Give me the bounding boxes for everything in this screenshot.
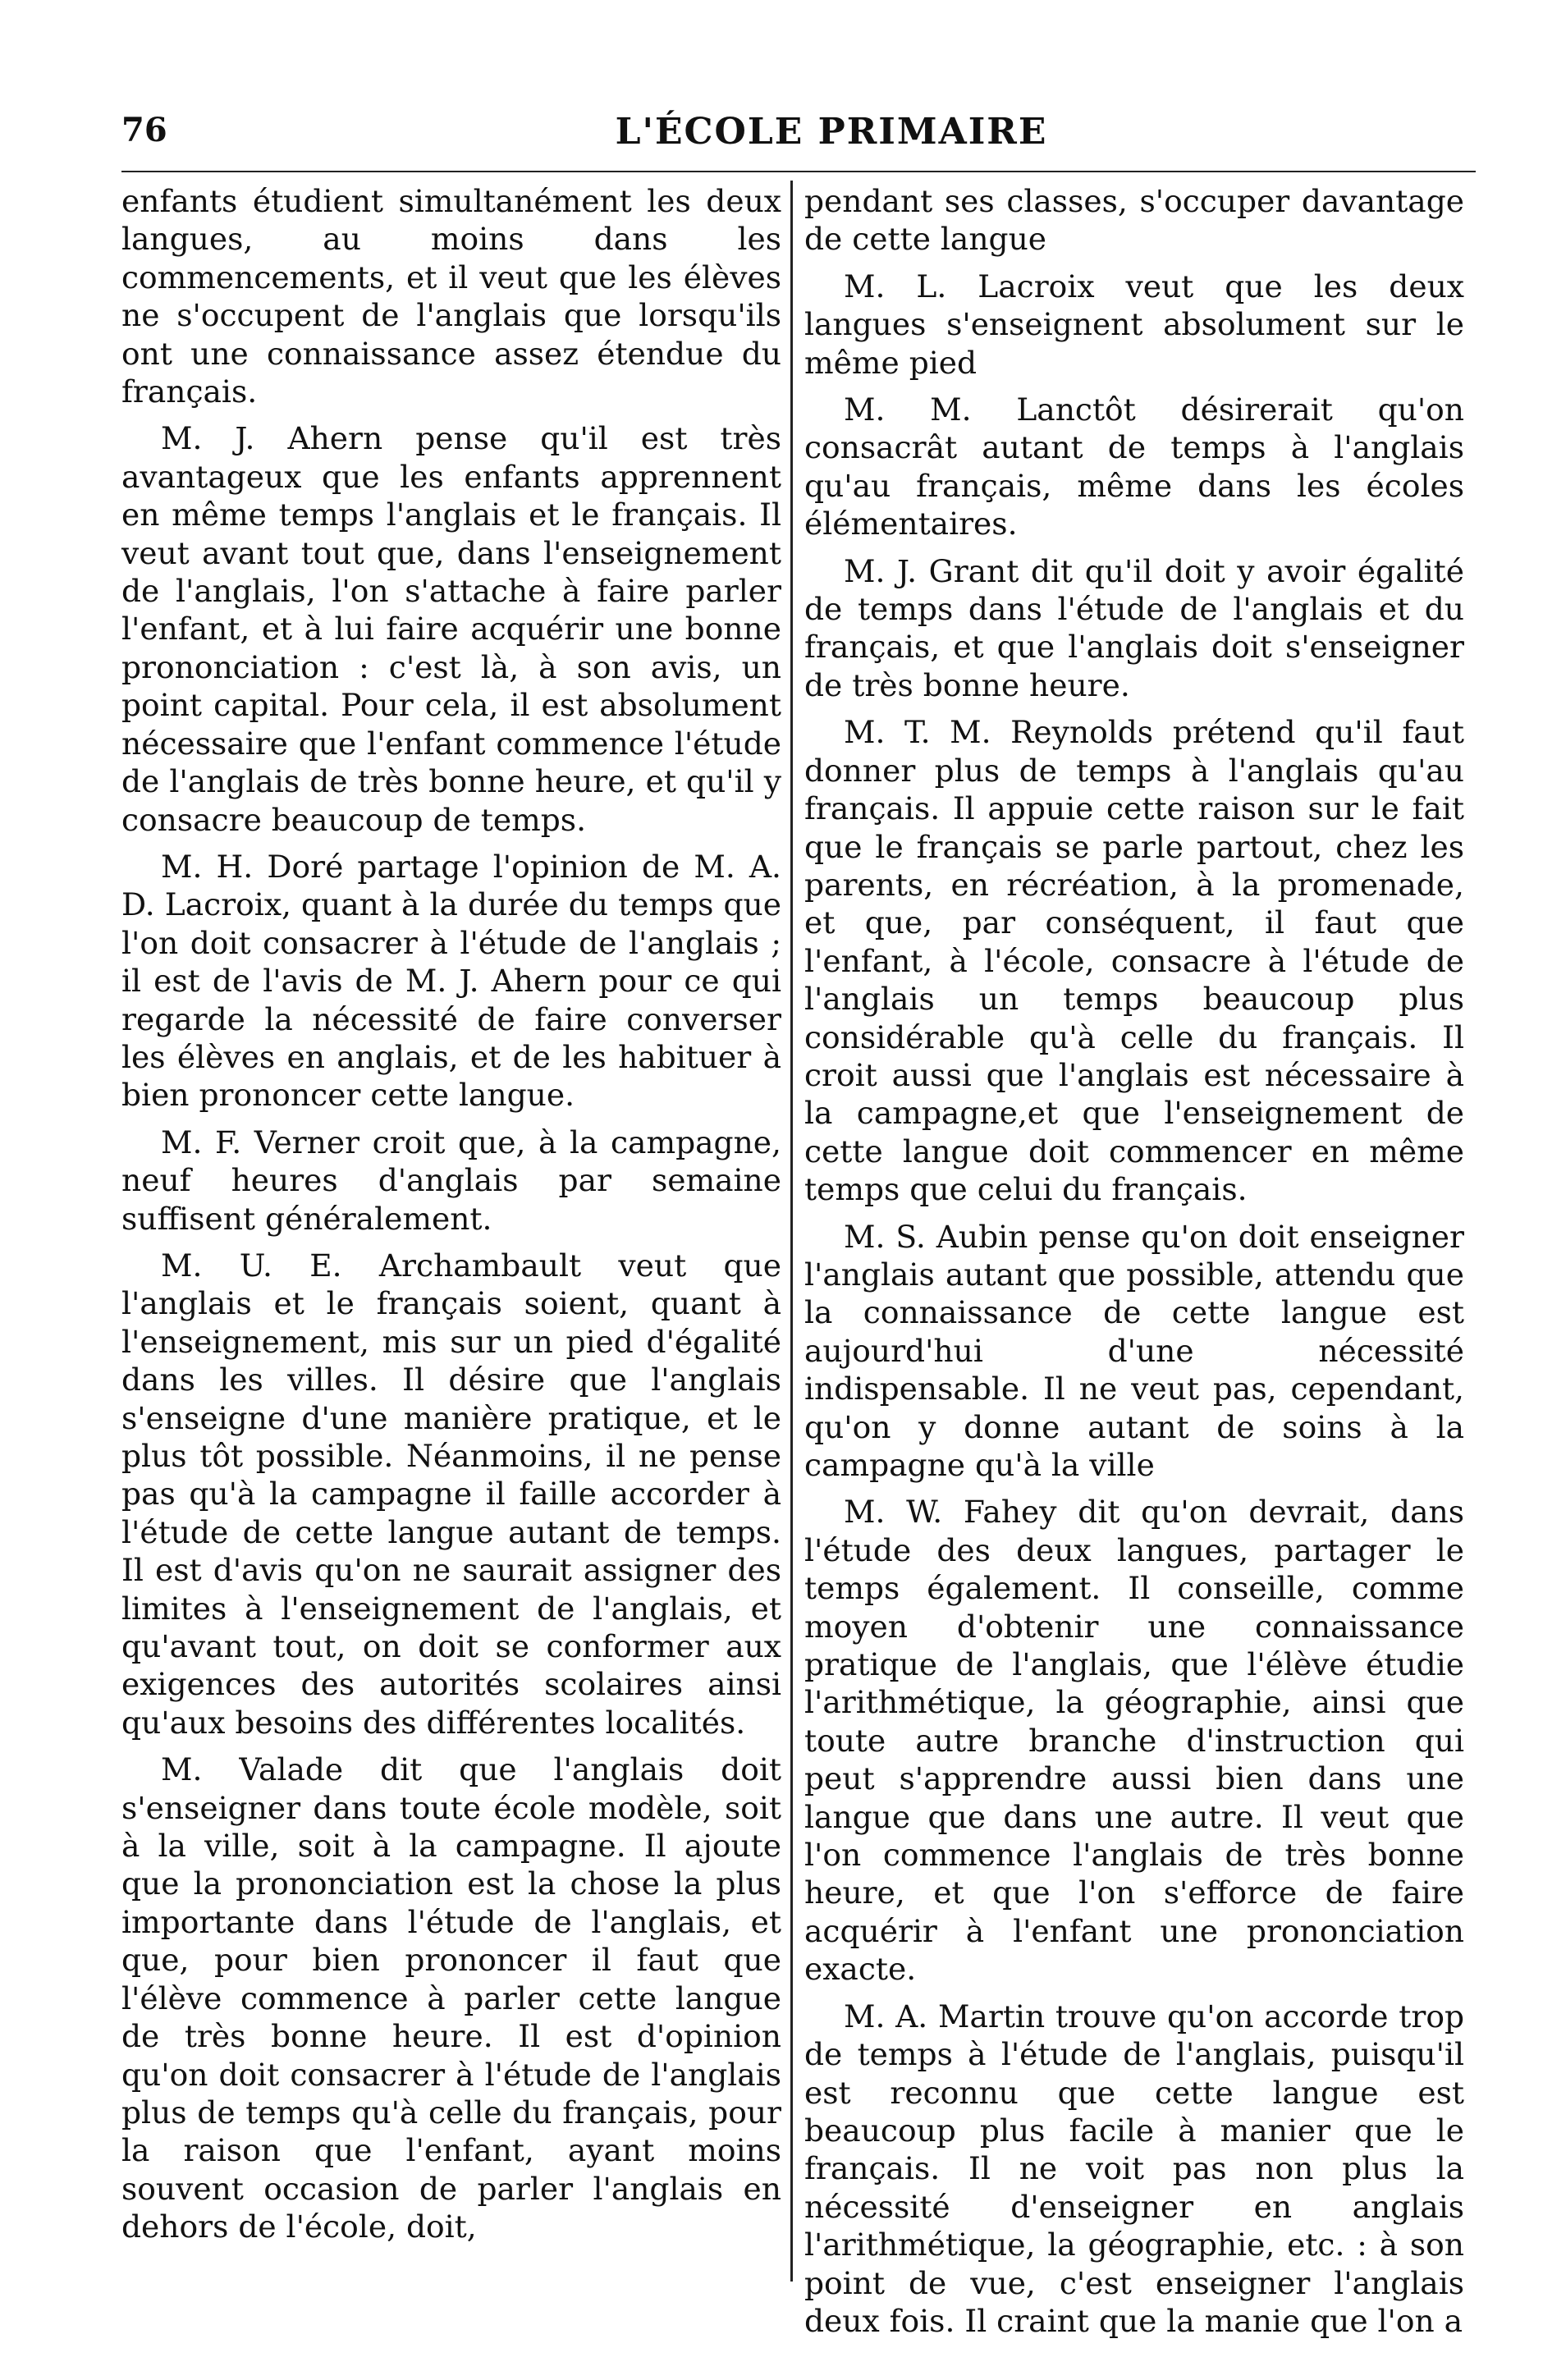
paragraph: M. L. Lacroix veut que les deux langues s'enseignent absolument sur le même pied <box>804 268 1464 381</box>
paragraph: M. Valade dit que l'anglais doit s'enseigner dans toute école modèle, soit à la ville, soit à la campagne. Il ajoute que la prononciation est la chose la plus importante dans l'étude de l'anglais, et que, pour bien prononcer il faut que l'élève commence à parler cette langue de très bonne heure. Il est d'opinion qu'on doit consacrer à l'étude de l'anglais plus de temps qu'à celle du français, pour la raison que l'enfant, ayant moins souvent occasion de parler l'anglais en dehors de l'école, doit, <box>121 1751 781 2245</box>
running-title: L'ÉCOLE PRIMAIRE <box>615 111 1048 153</box>
paragraph: pendant ses classes, s'occuper davantage de cette langue <box>804 183 1464 258</box>
paragraph: M. S. Aubin pense qu'on doit enseigner l'anglais autant que possible, attendu que la connaissance de cette langue est aujourd'hui d'une nécessité indispensable. Il ne veut pas, cependant, qu'on y donne autant de soins à la campagne qu'à la ville <box>804 1218 1464 1483</box>
paragraph: M. U. E. Archambault veut que l'anglais et le français soient, quant à l'enseignement, mis sur un pied d'égalité dans les villes. Il désire que l'anglais s'enseigne d'une manière pratique, et le plus tôt possible. Néanmoins, il ne pense pas qu'à la campagne il faille accorder à l'étude de cette langue autant de temps. Il est d'avis qu'on ne saurait assigner des limites à l'enseignement de l'anglais, et qu'avant tout, on doit se conformer aux exigences des autorités scolaires ainsi qu'aux besoins des différentes localités. <box>121 1247 781 1741</box>
header-rule <box>121 171 1476 172</box>
paragraph: M. J. Grant dit qu'il doit y avoir égalité de temps dans l'étude de l'anglais et du français, et que l'anglais doit s'enseigner de très bonne heure. <box>804 552 1464 703</box>
paragraph: M. J. Ahern pense qu'il est très avantageux que les enfants apprennent en même temps l'anglais et le français. Il veut avant tout que, dans l'enseignement de l'anglais, l'on s'attache à faire parler l'enfant, et à lui faire acquérir une bonne prononciation : c'est là, à son avis, un point capital. Pour cela, il est absolument nécessaire que l'enfant commence l'étude de l'anglais de très bonne heure, et qu'il y consacre beaucoup de temps. <box>121 420 781 838</box>
column-divider <box>790 181 793 2282</box>
paragraph: M. A. Martin trouve qu'on accorde trop de temps à l'étude de l'anglais, puisqu'il est reconnu que cette langue est beaucoup plus facile à manier que le français. Il ne voit pas non plus la nécessité d'enseigner en anglais l'arithmétique, la géographie, etc. : à son point de vue, c'est enseigner l'anglais deux fois. Il craint que la manie que l'on a <box>804 1998 1464 2339</box>
paragraph: M. W. Fahey dit qu'on devrait, dans l'étude des deux langues, partager le temps également. Il conseille, comme moyen d'obtenir une connaissance pratique de l'anglais, que l'élève étudie l'arithmétique, la géographie, ainsi que toute autre branche d'instruction qui peut s'apprendre aussi bien dans une langue que dans une autre. Il veut que l'on commence l'anglais de très bonne heure, et que l'on s'efforce de faire acquérir à l'enfant une prononciation exacte. <box>804 1494 1464 1988</box>
paragraph: enfants étudient simultanément les deux langues, au moins dans les commencements, et il veut que les élèves ne s'occupent de l'anglais que lorsqu'ils ont une connaissance assez étendue du français. <box>121 183 781 410</box>
page-number: 76 <box>121 111 167 149</box>
paragraph: M. T. M. Reynolds prétend qu'il faut donner plus de temps à l'anglais qu'au français. Il appuie cette raison sur le fait que le français se parle partout, chez les parents, en récréation, à la promenade, et que, par conséquent, il faut que l'enfant, à l'école, consacre à l'étude de l'anglais un temps beaucoup plus considérable qu'à celle du français. Il croit aussi que l'anglais est nécessaire à la campagne,et que l'enseignement de cette langue doit commencer en même temps que celui du français. <box>804 714 1464 1208</box>
paragraph: M. H. Doré partage l'opinion de M. A. D. Lacroix, quant à la durée du temps que l'on doit consacrer à l'étude de l'anglais ; il est de l'avis de M. J. Ahern pour ce qui regarde la nécessité de faire converser les élèves en anglais, et de les habituer à bien prononcer cette langue. <box>121 848 781 1114</box>
page-header <box>121 103 1484 160</box>
paragraph: M. F. Verner croit que, à la campagne, neuf heures d'anglais par semaine suffisent généralement. <box>121 1124 781 1237</box>
paragraph: M. M. Lanctôt désirerait qu'on consacrât autant de temps à l'anglais qu'au français, même dans les écoles élémentaires. <box>804 391 1464 542</box>
left-column <box>121 182 781 2255</box>
right-column <box>804 182 1464 2349</box>
